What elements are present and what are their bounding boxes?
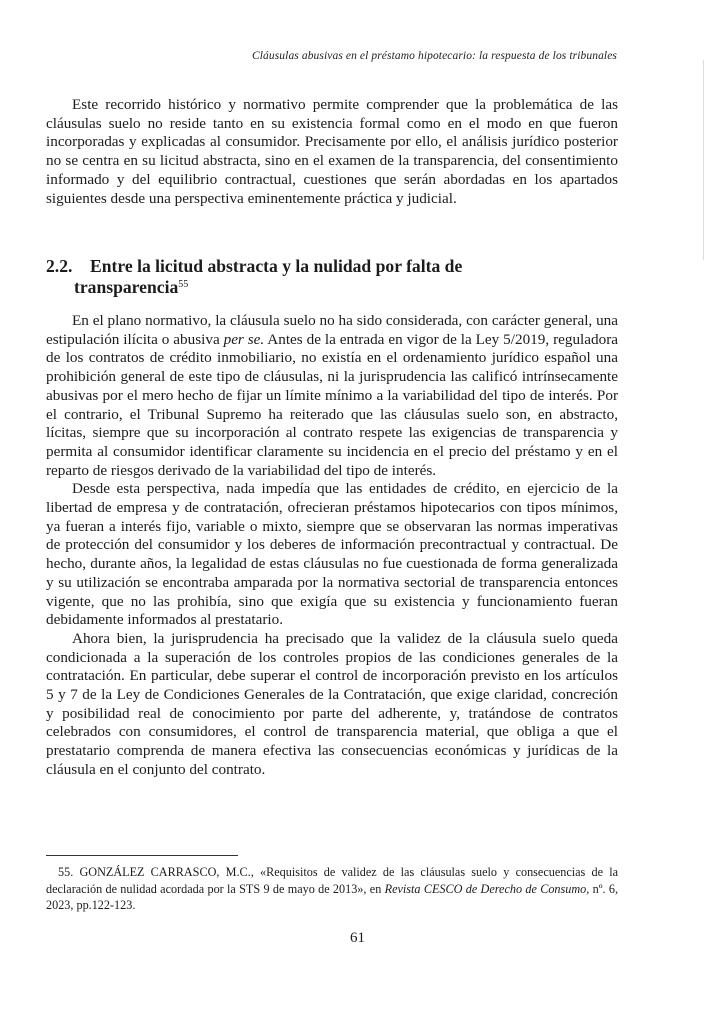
footnote-in-word: en	[369, 881, 382, 896]
paragraph-1-italic-phrase: per se.	[223, 330, 265, 348]
footnote-details: nº. 6, 2023, pp.122-123.	[46, 881, 619, 912]
page-number: 61	[350, 930, 365, 946]
scan-margin-line	[703, 60, 704, 260]
footnote	[46, 864, 618, 914]
footnote-article-title: «Requisitos de validez de las cláusulas suelo y consecuencias de la declaración de nulidad acordada por la STS 9 de mayo de 2013»,	[46, 865, 619, 896]
footnote-divider	[46, 855, 238, 856]
footnote-reference: 55	[178, 279, 189, 290]
section-heading	[46, 256, 606, 298]
footnote-number: 55.	[58, 865, 74, 879]
running-header: Cláusulas abusivas en el préstamo hipotecario: la respuesta de los tribunales	[251, 50, 617, 62]
section-paragraph-2: Desde esta perspectiva, nada impedía que las entidades de crédito, en ejercicio de la libertad de empresa y de contratación, ofrecieran préstamos hipotecarios con tipos mínimos, ya fueran a interés fijo, variable o mixto, siempre que se observaran las normas imperativas de protección del consumidor y los deberes de información precontractual y contractual. De hecho, durante años, la legalidad de estas cláusulas no fue cuestionada de forma generalizada y su utilización se encontraba amparada por la normativa sectorial de transparencia entonces vigente, que no las prohibía, sino que exigía que su existencia y funcionamiento fueran debidamente informados al prestatario.	[46, 480, 618, 629]
paragraph-1-text-a: En el plano normativo, la cláusula suelo no ha sido considerada, con carácter general, una estipulación ilícita o abusiva	[46, 312, 618, 348]
paragraph-1-text-b: Antes de la entrada en vigor de la Ley 5/2019, reguladora de los contratos de crédito inmobiliario, no existía en el ordenamiento jurídico español una prohibición general de este tipo de cláusulas, ni la jurisprudencia las calificó intrínsecamente abusivas por el mero hecho de fijar un límite mínimo a la variabilidad del tipo de interés. Por el contrario, el Tribunal Supremo ha reiterado que las cláusulas suelo son, en abstracto, lícitas, siempre que su incorporación al contrato respete las exigencias de transparencia y permita al consumidor identificar claramente su incidencia en el precio del préstamo y en el reparto de riesgos derivado de la variabilidad del tipo de interés.	[46, 330, 618, 479]
section-paragraph-1	[46, 312, 618, 480]
section-title-line2: transparencia	[74, 277, 179, 297]
section-title-line1: Entre la licitud abstracta y la nulidad por falta de	[90, 256, 463, 276]
intro-section	[46, 96, 618, 208]
section-paragraph-3: Ahora bien, la jurisprudencia ha precisado que la validez de la cláusula suelo queda condicionada a la superación de los controles propios de las condiciones generales de la contratación. En particular, debe superar el control de incorporación previsto en los artículos 5 y 7 de la Ley de Condiciones Generales de la Contratación, que exige claridad, concreción y posibilidad real de conocimiento por parte del adherente, y, tratándose de contratos celebrados con consumidores, el control de transparencia material, que obliga a que el prestatario comprenda de manera efectiva las consecuencias económicas y jurídicas de la cláusula en el conjunto del contrato.	[46, 629, 618, 778]
section-body	[46, 312, 618, 780]
section-number: 2.2.	[46, 256, 73, 276]
intro-paragraph: Este recorrido histórico y normativo permite comprender que la problemática de las cláusulas suelo no reside tanto en su existencia formal como en el modo en que fueron incorporadas y explicadas al consumidor. Precisamente por ello, el análisis jurídico posterior no se centra en su licitud abstracta, sino en el examen de la transparencia, del consentimiento informado y del equilibrio contractual, cuestiones que serán abordadas en los apartados siguientes desde una perspectiva eminentemente práctica y judicial.	[46, 96, 618, 207]
section-title-line2-wrap	[46, 277, 606, 298]
footnote-journal: Revista CESCO de Derecho de Consumo,	[384, 881, 590, 896]
footnote-author: GONZÁLEZ CARRASCO, M.C.,	[79, 865, 254, 879]
